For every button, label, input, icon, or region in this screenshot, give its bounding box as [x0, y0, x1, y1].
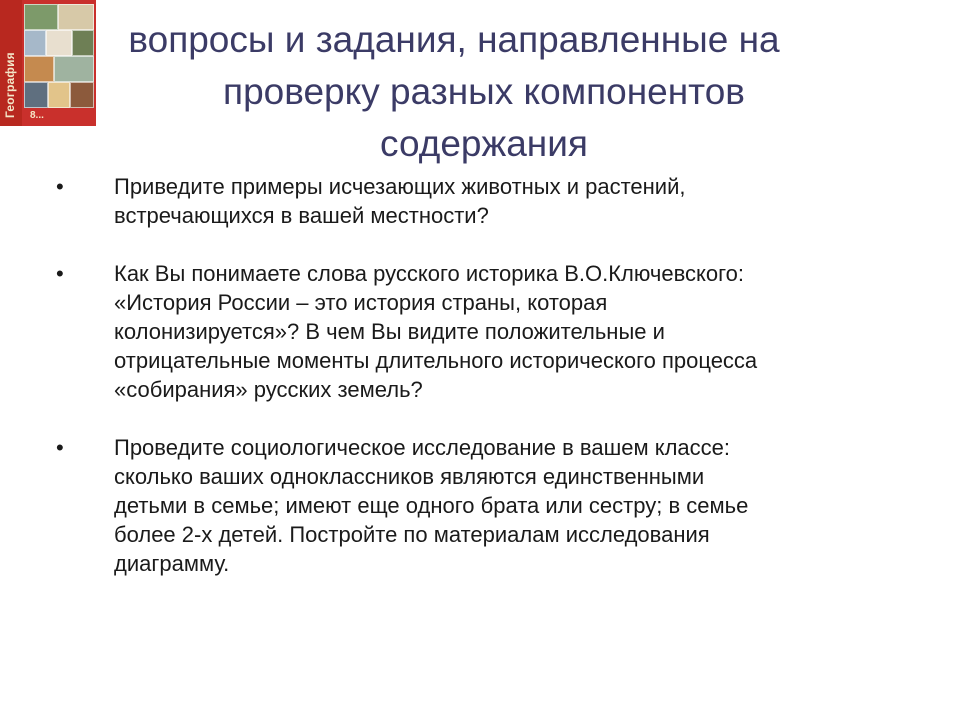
bullet-icon: • — [56, 174, 64, 199]
bullet-icon: • — [56, 261, 64, 286]
bullet-item — [56, 433, 936, 578]
bullet-text: Как Вы понимаете слова русского историка В.О.Ключевского: «История России – это история страны, которая колонизируется»? В чем Вы видите положительные и отрицательные моменты длительного исторического процесса «собирания» русских земель? — [114, 261, 758, 402]
bullet-list — [56, 172, 936, 607]
title-line: проверку разных компонентов — [223, 71, 745, 112]
title-line: содержания — [380, 123, 588, 164]
bullet-text: Приведите примеры исчезающих животных и растений, встречающихся в вашей местности? — [114, 174, 686, 228]
book-grade-label: 8... — [30, 110, 44, 121]
bullet-item — [56, 172, 936, 230]
book-title: География — [3, 52, 17, 118]
bullet-icon: • — [56, 435, 64, 460]
slide-title — [96, 14, 872, 170]
bullet-text: Проведите социологическое исследование в вашем классе: сколько ваших одноклассников являются единственными детьми в семье; имеют еще одного брата или сестру; в семье более 2-х детей. Постройте по материалам исследования диаграмму. — [114, 435, 749, 576]
bullet-item — [56, 259, 936, 404]
title-line: вопросы и задания, направленные на — [128, 19, 780, 60]
